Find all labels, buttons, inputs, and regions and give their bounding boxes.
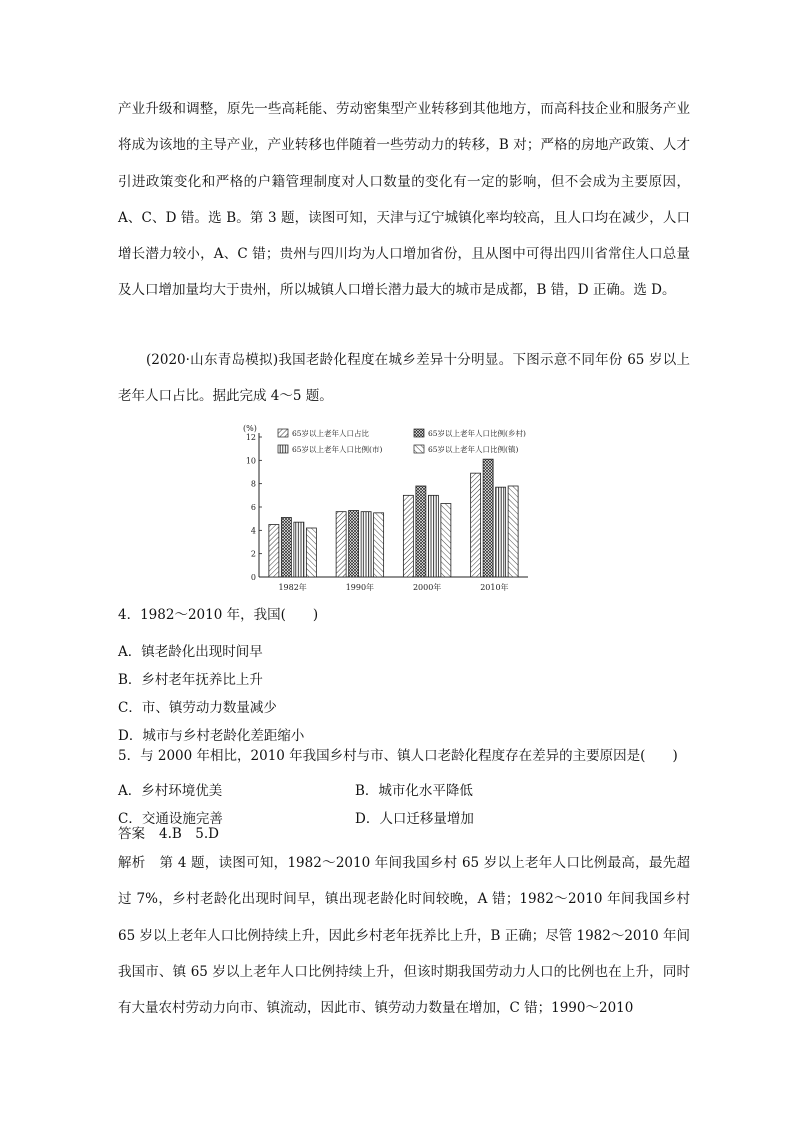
bar-3-0 [471, 473, 481, 577]
bar-2-3 [441, 504, 451, 578]
q4-option-a: A．镇老龄化出现时间早 [118, 644, 263, 660]
x-tick-label: 1982年 [278, 583, 307, 592]
bar-1-1 [349, 511, 359, 578]
bar-2-1 [416, 486, 426, 577]
legend-label: 65岁以上老年人口比例(市) [292, 445, 383, 454]
bar-3-1 [483, 459, 493, 577]
legend-swatch [414, 429, 424, 437]
elderly-population-bar-chart [118, 420, 538, 598]
question-4-stem: 4．1982～2010 年，我国( ) [118, 607, 319, 623]
y-tick-label: 4 [250, 526, 256, 536]
bar-1-2 [361, 512, 371, 577]
bar-1-3 [374, 513, 384, 577]
legend-swatch [278, 445, 288, 453]
bar-0-0 [269, 525, 279, 578]
q5-option-b: B．城市化水平降低 [355, 783, 473, 799]
y-axis-label: (%) [243, 424, 257, 433]
y-tick-label: 6 [250, 503, 256, 512]
legend-label: 65岁以上老年人口比例(镇) [428, 445, 519, 454]
analysis-label: 解析 [118, 855, 146, 871]
y-tick-label: 2 [250, 549, 256, 559]
y-tick-label: 8 [250, 479, 256, 489]
answer-label: 答案 [118, 826, 145, 842]
answer-text: 4.B 5.D [159, 826, 220, 842]
bar-0-2 [294, 522, 304, 577]
chart-bars [269, 459, 518, 577]
legend-label: 65岁以上老年人口占比 [292, 429, 370, 438]
bar-3-3 [508, 486, 518, 577]
legend-label: 65岁以上老年人口比例(乡村) [428, 429, 526, 438]
y-tick-label: 10 [245, 456, 256, 466]
question-5-stem: 5．与 2000 年相比，2010 年我国乡村与市、镇人口老龄化程度存在差异的主要原因是( ) [118, 748, 678, 764]
x-tick-label: 2010年 [480, 583, 509, 592]
bar-2-2 [428, 495, 438, 577]
analysis-paragraph [118, 845, 690, 1026]
question-intro: (2020·山东青岛模拟)我国老龄化程度在城乡差异十分明显。下图示意不同年份 65 岁以上老年人口占比。据此完成 4～5 题。 [118, 352, 690, 405]
q4-option-d: D．城市与乡村老龄化差距缩小 [118, 728, 305, 744]
analysis-text: 第 4 题，读图可知，1982～2010 年间我国乡村 65 岁以上老年人口比例最高，最先超过 7%，乡村老龄化出现时间早，镇出现老龄化时间较晚，A 错；1982～2010 年间我国乡村 65 岁以上老年人口比例持续上升，因此乡村老年抚养比上升，B 正确；尽管 1982～2010 年间我国市、镇 65 岁以上老年人口比例持续上升，但该时期我国劳动力人口的比例也在上升，同时有大量农村劳动力向市、镇流动，因此市、镇劳动力数量在增加，C 错；1990～2010 [118, 855, 691, 1017]
x-tick-label: 2000年 [412, 583, 442, 592]
bar-0-1 [281, 518, 291, 578]
previous-explanation: 产业升级和调整，原先一些高耗能、劳动密集型产业转移到其他地方，而高科技企业和服务产业将成为该地的主导产业，产业转移也伴随着一些劳动力的转移，B 对；严格的房地产政策、人才引进政策变化和严格的户籍管理制度对人口数量的变化有一定的影响，但不会成为主要原因，A、C、D 错。选 B。第 3 题，读图可知，天津与辽宁城镇化率均较高，且人口均在减少，人口增长潜力较小，A、C 错；贵州与四川均为人口增加省份，且从图中可得出四川省常住人口总量及人口增加量均大于贵州，所以城镇人口增长潜力最大的城市是成都，B 错，D 正确。选 D。 [118, 101, 690, 299]
y-tick-label: 0 [250, 573, 256, 582]
answer-line [118, 822, 233, 842]
x-tick-label: 1990年 [345, 583, 375, 592]
chart-legend [278, 428, 526, 454]
bar-2-0 [403, 495, 413, 577]
bar-0-3 [306, 528, 316, 577]
legend-swatch [278, 429, 288, 437]
y-tick-label: 12 [245, 433, 256, 442]
legend-swatch [414, 445, 424, 453]
q5-option-d: D．人口迁移量增加 [355, 811, 474, 827]
q4-option-c: C．市、镇劳动力数量减少 [118, 700, 277, 716]
bar-3-2 [496, 487, 506, 577]
q5-option-c: C．交通设施完善 [118, 811, 223, 827]
q5-option-a: A．乡村环境优美 [118, 783, 223, 799]
bar-1-0 [336, 512, 346, 577]
q4-option-b: B．乡村老年抚养比上升 [118, 672, 263, 688]
